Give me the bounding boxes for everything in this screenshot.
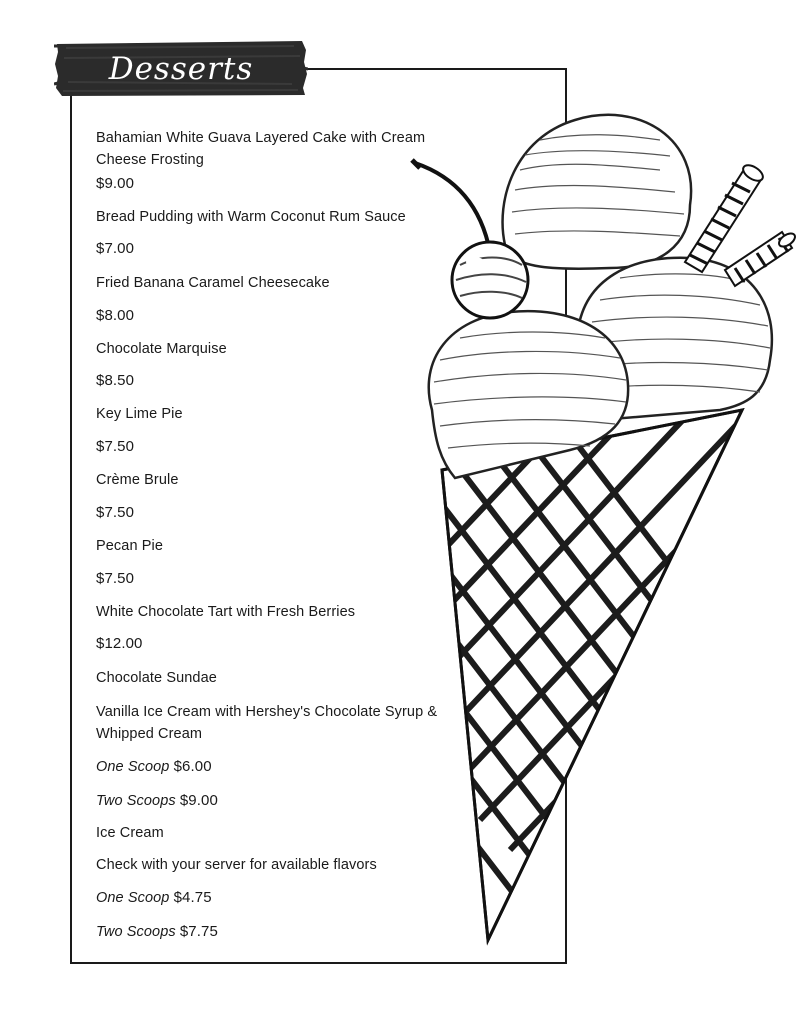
menu-item-price: $8.00: [96, 307, 135, 324]
ice-cream-name: Ice Cream: [96, 825, 164, 841]
option-label: Two Scoops: [96, 793, 176, 809]
menu-item-name: Fried Banana Caramel Cheesecake: [96, 275, 330, 291]
menu-item-name: Key Lime Pie: [96, 406, 183, 422]
ice-cream-option: [96, 887, 212, 909]
option-label: Two Scoops: [96, 924, 176, 940]
menu-item-price: $8.50: [96, 372, 135, 389]
sundae-name: Chocolate Sundae: [96, 670, 217, 686]
menu-item-price: $7.00: [96, 240, 135, 257]
title-banner: [54, 38, 308, 98]
menu-item-name: Chocolate Marquise: [96, 341, 227, 357]
option-price: $7.75: [179, 923, 218, 940]
menu-item-name: Bread Pudding with Warm Coconut Rum Sauce: [96, 209, 406, 225]
menu-item-name: White Chocolate Tart with Fresh Berries: [96, 604, 356, 620]
page-title: Desserts: [108, 51, 254, 87]
ice-cream-description: Check with your server for available flavors: [96, 857, 377, 873]
ice-cream-cone-illustration: [405, 105, 800, 955]
ice-cream-scoop-top: [503, 115, 692, 269]
menu-item-price: $7.50: [96, 504, 135, 521]
option-price: $6.00: [173, 758, 212, 775]
menu-item-name: Crème Brule: [96, 472, 179, 488]
menu-item-name: Pecan Pie: [96, 538, 163, 554]
menu-item-name: Bahamian White Guava Layered Cake with Cream Cheese Frosting: [96, 130, 426, 168]
menu-item-price: $7.50: [96, 438, 135, 455]
option-price: $4.75: [173, 889, 212, 906]
menu-item-price: $9.00: [96, 175, 135, 192]
sundae-option: [96, 756, 212, 778]
menu-item-price: $7.50: [96, 570, 135, 587]
option-price: $9.00: [179, 792, 218, 809]
option-label: One Scoop: [96, 890, 170, 906]
wafer-straws: [685, 162, 797, 286]
menu-item-price: $12.00: [96, 635, 143, 652]
sundae-description: Vanilla Ice Cream with Hershey's Chocolate Syrup & Whipped Cream: [96, 704, 438, 742]
option-label: One Scoop: [96, 759, 170, 775]
sundae-option: [96, 790, 218, 812]
ice-cream-option: [96, 921, 218, 943]
